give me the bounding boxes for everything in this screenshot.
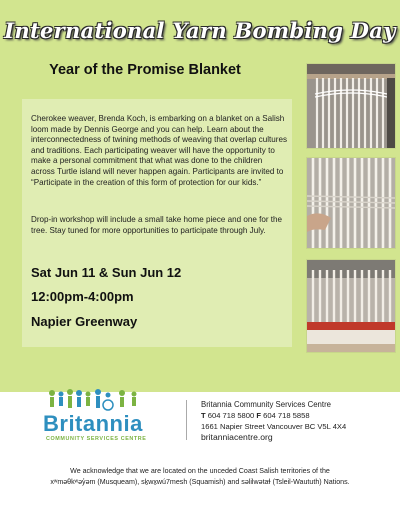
logo-wordmark: Britannia bbox=[43, 411, 143, 436]
contact-block bbox=[201, 400, 346, 443]
fax-number: 604 718 5858 bbox=[263, 410, 310, 420]
loom-middle-photo bbox=[306, 157, 396, 249]
description-paragraph: Cherokee weaver, Brenda Koch, is embarking on a blanket on a Salish loom made by Dennis George and you can help. Learn about the interconnectedness of twining methods of weaving that overlap cultures and traditions. Each participating weaver will have the opportunity to make a personal commitment that what was done to the children across Turtle island will never happen again. Participants are invited to “Participate in the creation of this form of protection for our kids.” bbox=[31, 114, 288, 187]
contact-address: 1661 Napier Street Vancouver BC V5L 4X4 bbox=[201, 421, 347, 431]
footer-divider bbox=[186, 400, 187, 440]
workshop-paragraph: Drop-in workshop will include a small take home piece and one for the tree. Stay tuned for more opportunities to participate through July. bbox=[31, 215, 283, 235]
phone-label: T bbox=[201, 410, 206, 420]
contact-phones bbox=[201, 411, 346, 422]
loom-top-photo bbox=[306, 63, 396, 149]
acknowledgement-line-2: xʷməθkʷəy̓əm (Musqueam), sḵwx̱wú7mesh (Squamish) and səlilwətaɬ (Tsleil-Waututh) Nations. bbox=[50, 477, 350, 486]
contact-org: Britannia Community Services Centre bbox=[201, 400, 331, 409]
fax-label: F bbox=[256, 410, 261, 420]
event-dates: Sat Jun 11 & Sun Jun 12 bbox=[31, 265, 182, 280]
event-location: Napier Greenway bbox=[31, 314, 138, 329]
loom-bottom-photo bbox=[306, 259, 396, 353]
logo-tagline: COMMUNITY SERVICES CENTRE bbox=[46, 436, 147, 442]
phone-number: 604 718 5800 bbox=[207, 410, 255, 420]
website-link[interactable]: britanniacentre.org bbox=[201, 432, 273, 443]
acknowledgement-line-1: We acknowledge that we are located on the unceded Coast Salish territories of the bbox=[70, 467, 330, 475]
land-acknowledgement bbox=[0, 466, 400, 487]
event-time: 12:00pm-4:00pm bbox=[31, 289, 134, 304]
britannia-logo bbox=[36, 388, 162, 446]
event-subtitle: Year of the Promise Blanket bbox=[49, 62, 241, 78]
event-title: International Yarn Bombing Day bbox=[4, 18, 396, 43]
